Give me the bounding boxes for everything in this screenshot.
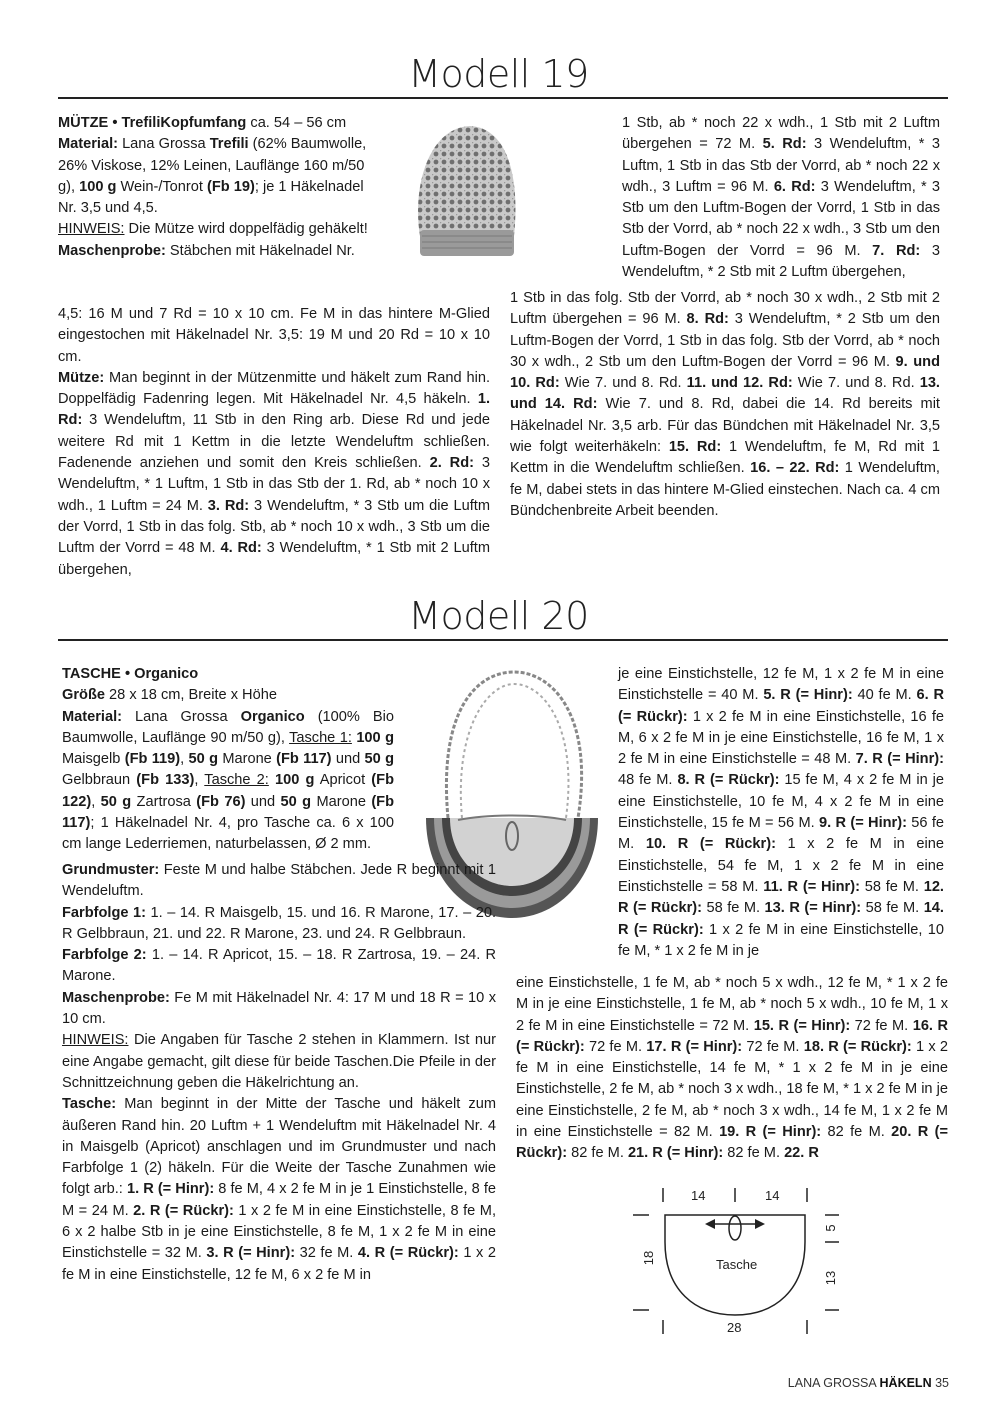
text-run: 1. – 14. R Apricot, 15. – 18. R Zartrosa, 19. – 24. R Marone. [62,947,496,985]
text-run: 58 fe M. [859,878,924,895]
text-run: Größe [62,687,105,704]
text-run: 13. R (= Hinr): [764,900,862,917]
text-run: 56 fe M. [618,815,944,853]
text-run: (Fb 119) [124,751,181,768]
text-run: 100 g [356,729,394,746]
modell-19-left-top [58,113,408,262]
text-run: (Fb 117) [62,793,395,832]
text-run: Farbfolge 2: [62,947,147,964]
text-run: (Fb 133) [136,772,195,789]
text-run: 58 fe M. [861,900,924,917]
text-run: (Fb 76) [196,793,246,810]
text-run: 50 g [364,751,395,768]
modell-20-right-full [516,973,948,1165]
modell-19-right-top [622,113,940,283]
text-run: Wie 7. und 8. Rd. [792,375,920,392]
text-run: 3. R (= Hinr): [206,1245,296,1262]
text-run: 50 g [188,751,218,768]
text-run: 21. R (= Hinr): [627,1145,724,1162]
text-run: Marone [218,751,277,768]
page-footer [788,1376,949,1390]
modell-19-right-body [510,288,940,522]
text-run: 12. R (= Rückr): [618,878,944,917]
text-run: Man beginnt in der Mützenmitte und häkelt zum Rand hin. Doppelfädig Fadenring legen. Mit Häkelnadel Nr. 4,5 häkeln. [58,369,490,408]
dim-height: 18 [641,1250,656,1266]
text-run: 11. R (= Hinr): [763,878,860,895]
arrow-right [755,1219,765,1229]
modell-19-rule [58,97,948,99]
text-run: 6. R (= Rückr): [618,687,945,725]
text-run: 15. R (= Hinr): [753,1017,851,1034]
text-run: Organico [240,708,305,725]
text-run: 4,5: 16 M und 7 Rd = 10 x 10 cm. Fe M in das hintere M-Glied eingestochen mit Häkelnadel Nr. 3,5: 19 M und 20 Rd = 10 x 10 cm. [58,306,490,365]
text-run: , [91,793,101,810]
text-run: 15. Rd: [668,439,722,456]
text-run: 32 fe M. [295,1245,358,1262]
text-run: Maschenprobe: [58,242,166,259]
modell-20-title: Modell 20 [408,594,589,638]
hat-photo [408,118,520,268]
text-run: 1 Wendeluftm, fe M, Rd mit 1 Kettm in die Wendeluftm schließen. [510,439,941,477]
dim-right-top: 5 [823,1224,838,1232]
modell-19-right-top-text [622,113,940,283]
text-run: (Fb 122) [62,772,394,810]
modell-19-title: Modell 19 [408,52,589,96]
text-run: Mütze: [58,369,105,386]
text-run: 9. R (= Hinr): [818,815,907,832]
text-run: ; je 1 Häkelnadel [254,178,364,195]
text-run: 3 Wendeluftm, * 3 Stb um die Luftm der Vorrd, 1 Stb in das folg. Stb, ab * noch 10 x wdh., 3 Stb um die Luftm der Vorrd = 48 M. [58,497,490,557]
text-run: Maisgelb [62,751,125,768]
text-run: Feste M und halbe Stäbchen. Jede R beginnt mit 1 Wendeluftm. [62,862,496,900]
text-run: 4. R (= Rückr): [357,1245,459,1262]
modell-20-left-body [62,860,496,1286]
text-run: 22. R [784,1145,819,1162]
text-run: ca. 54 – 56 cm [246,115,347,131]
modell-20-right-body [516,973,948,1165]
text-run: 58 fe M. [701,900,765,917]
tasche-diagram [625,1180,855,1350]
text-run: 3 Wendeluftm, * 1 Luftm, 1 Stb in das Stb der 1. Rd, ab * noch 10 x wdh., 1 Luftm = 24 M. [58,455,491,514]
text-run: und [331,751,365,768]
diagram-label: Tasche [716,1257,758,1272]
text-run: ; 1 Häkelnadel Nr. 4, pro Tasche ca. 6 x 100 cm lange Lederriemen, naturbelassen, Ø 2 mm. [62,815,394,853]
text-run: und [245,793,281,810]
dim-top-left: 14 [691,1188,706,1203]
text-run: eine Einstichstelle, 1 fe M, ab * noch 5 x wdh., 12 fe M, * 1 x 2 fe M in je eine Einstichstelle, 1 fe M, ab * noch 5 x wdh., 10 fe M, 1 x 2 fe M in eine Einstichstelle = 72 M. [516,975,948,1034]
text-run: 5. Rd: [762,136,807,153]
text-run: 8. R (= Rückr): [677,772,780,789]
text-run: 16. – 22. Rd: [750,460,840,477]
text-run: MÜTZE • Trefili [58,115,161,131]
text-run: 100 g [274,772,315,789]
text-run: 1 x 2 fe M in eine Einstichstelle, 14 fe M, * 1 x 2 fe M in je eine Einstichstelle, 2 fe M, ab * noch 3 x wdh., 18 fe M, * 1 x 2 fe M in je eine Einstichstelle, 2 fe M, ab * noch 3 x wdh., 14 fe M, 1 x 2 fe M in eine Einstichstelle = 82 M. [516,1038,948,1141]
text-run: 14. R (= Rückr): [618,900,944,938]
text-run: Kopfumfang [160,115,247,131]
text-run: 1. R (= Hinr): [126,1181,215,1198]
modell-20-rule [58,639,948,641]
text-run: Material: [58,136,119,153]
modell-19-left-body [58,304,490,581]
modell-20-right-top-text [618,664,944,962]
text-run: 26% Viskose, 12% Leinen, Lauflänge 160 m/50 [58,157,365,174]
text-run: 19. R (= Hinr): [719,1124,822,1141]
text-run: Die Angaben für Tasche 2 stehen in Klammern. Ist nur eine Angabe gemacht, gilt diese für beide Taschen.Die Pfeile in der Schnittzeichnung geben die Häkelrichtung an. [62,1032,496,1091]
strap-loop [729,1216,741,1240]
text-run: 3 Wendeluftm, 11 Stb in den Ring arb. Diese Rd und jede weitere Rd mit 1 Kettm in die letzte Wendeluftm schließen. Fadenende anziehen und somit den Kreis schließen. [58,412,490,472]
footer-section: HÄKELN [879,1376,932,1390]
text-run: 1 Stb in das folg. Stb der Vorrd, ab * noch 30 x wdh., 2 Stb mit 2 Luftm übergehen = 96 M. [510,290,940,328]
text-run: 7. Rd: [872,242,921,259]
text-run: 1 x 2 fe M in eine Einstichstelle, 10 fe M, * 1 x 2 fe M in je [618,921,944,959]
text-run: 6. Rd: [773,178,816,195]
text-run: Die Mütze wird doppelfädig gehäkelt! [124,221,368,238]
text-run: 1. – 14. R Maisgelb, 15. und 16. R Marone, 17. – 20. R Gelbbraun, 21. und 22. R Marone, 23. und 24. R Gelbbraun. [62,904,496,942]
text-run: je eine Einstichstelle, 12 fe M, 1 x 2 fe M in eine Einstichstelle = 40 M. [618,666,944,704]
text-run: TASCHE • Organico [62,666,199,682]
text-run: 1. Rd: [58,391,490,429]
text-run: Zartrosa [131,793,197,810]
text-run: Lana Grossa [122,708,241,725]
text-run: 2. R (= Rückr): [133,1202,234,1219]
text-run: 50 g [280,793,312,810]
footer-page-number: 35 [935,1376,949,1390]
text-run: Stäbchen mit Häkelnadel Nr. [165,242,355,259]
text-run: 10. R (= Rückr): [645,836,776,853]
footer-brand: LANA GROSSA [787,1376,877,1390]
text-run: Lana Grossa [118,136,210,153]
text-run: 20. R (= Rückr): [516,1124,948,1162]
modell-20-left-top [62,664,394,856]
text-run: Gelbbraun [62,772,137,789]
text-run: (Fb 117) [276,751,332,768]
text-run: 3 Wendeluftm, * 1 Stb mit 2 Luftm übergehen, [58,540,490,578]
text-run: Farbfolge 1: [62,904,146,921]
text-run: 1 Wendeluftm, fe M, dabei stets in das hintere M-Glied einstechen. Nach ca. 4 cm Bündchenbreite Arbeit beenden. [510,460,940,519]
text-run: 2. Rd: [429,455,474,472]
text-run: 72 fe M. [742,1038,804,1055]
text-run: 82 fe M. [567,1145,628,1162]
text-run: 1 x 2 fe M in eine Einstichstelle, 8 fe M, 6 x 2 halbe Stb in je eine Einstichstelle, 8 fe M, 1 x 2 fe M in eine Einstichstelle = 32 M. [62,1202,497,1262]
text-run: 1 x 2 fe M in eine Einstichstelle, 54 fe M, 1 x 2 fe M in eine Einstichstelle = 58 M. [618,836,944,895]
text-run: 82 fe M. [723,1145,785,1162]
text-run: HINWEIS: [58,221,125,238]
text-run: , [194,772,205,789]
text-run: Man beginnt in der Mitte der Tasche und häkelt zum äußeren Rand hin. 20 Luftm + 1 Wendeluftm mit Häkelnadel Nr. 4 in Maisgelb (Apricot) anschlagen und im Grundmuster und nach Farbfolge 1 (2) häkeln. Für die Weite der Tasche Zunahmen wie folgt arb.: [62,1096,496,1198]
text-run: 3 Wendeluftm, * 2 Stb mit 2 Luftm übergehen, [622,242,941,281]
text-run: 16. R (= Rückr): [516,1017,948,1055]
text-run: Wie 7. und 8. Rd. [559,375,687,392]
text-run: 1 x 2 fe M in eine Einstichstelle, 16 fe M, 6 x 2 fe M in je eine Einstichstelle, 16 fe M, 1 x 2 fe M in eine Einstichstelle = 48 M. [618,708,945,768]
text-run: 48 fe M. [618,772,678,789]
text-run: 72 fe M. [584,1038,647,1055]
text-run: Maschenprobe: [62,989,170,1006]
text-run: 7. R (= Hinr): [855,751,944,768]
text-run: HINWEIS: [62,1032,129,1049]
text-run: 50 g [100,793,132,810]
text-run: Wein-/Tonrot [116,178,207,195]
text-run: 9. und 10. Rd: [510,353,940,392]
text-run: 17. R (= Hinr): [646,1038,743,1055]
text-run: 8 fe M, 4 x 2 fe M in je 1 Einstichstelle, 8 fe M = 24 M. [62,1181,497,1219]
modell-19-left-top-text [58,113,408,262]
text-run: Nr. 3,5 und 4,5. [58,200,158,217]
text-run: 1 x 2 fe M in eine Einstichstelle, 12 fe M, 6 x 2 fe M in [62,1245,496,1283]
text-run: Apricot [314,772,372,789]
text-run: 5. R (= Hinr): [763,687,853,704]
text-run: 100 g [79,178,117,195]
text-run: 82 fe M. [821,1124,892,1141]
arrow-left [705,1219,715,1229]
dim-right-bottom: 13 [823,1270,838,1286]
text-run: g), [58,178,80,195]
text-run: 15 fe M, 4 x 2 fe M in je eine Einstichstelle, 10 fe M, 4 x 2 fe M in eine Einstichstelle, 15 fe M = 56 M. [618,772,945,832]
text-run: Trefili [209,136,249,153]
text-run: Tasche 2: [204,772,269,789]
text-run: 1 Stb, ab * noch 22 x wdh., 1 Stb mit 2 Luftm übergehen = 72 M. [622,115,940,153]
modell-20-left-top-text [62,664,394,856]
text-run: (100% Bio Baumwolle, Lauflänge 90 m/50 g), [62,708,395,746]
dim-top-right: 14 [765,1188,780,1203]
text-run: 40 fe M. [852,687,917,704]
text-run: 3 Wendeluftm, * 3 Luftm, 1 Stb in das Stb der Vorrd, ab * noch 22 x wdh., 3 Luftm = 96 M. [622,136,940,195]
text-run: 3 Wendeluftm, * 3 Stb um den Luftm-Bogen der Vorrd, 1 Stb in das Stb der Vorrd, ab * noch 22 x wdh., 3 Stb um den Luftm-Bogen der Vorrd = 96 M. [622,178,940,259]
modell-19-left-full [58,304,490,581]
text-run: Marone [311,793,372,810]
text-run: (Fb 19) [207,178,255,195]
text-run: (62% Baumwolle, [248,136,367,153]
text-run: 8. Rd: [686,311,729,328]
text-run: Grundmuster: [62,862,160,878]
text-run: Fe M mit Häkelnadel Nr. 4: 17 M und 18 R = 10 x 10 cm. [62,989,496,1028]
modell-20-right-top [618,664,944,962]
text-run: Tasche 1: [289,729,352,746]
text-run: 3. Rd: [207,497,250,514]
text-run: 72 fe M. [850,1017,913,1034]
text-run: 18. R (= Rückr): [803,1038,912,1055]
text-run: 3 Wendeluftm, * 2 Stb um den Luftm-Bogen der Vorrd, 1 Stb in das folg. Stb der Vorrd, ab * noch 30 x wdh., 2 Stb um den Luftm-Bogen der Vorrd = 96 M. [510,311,940,370]
text-run: , [180,751,189,768]
text-run: 13. und 14. Rd: [510,375,940,413]
text-run: Tasche: [62,1096,117,1113]
modell-19-right-full [510,288,940,522]
text-run: 4. Rd: [220,540,262,557]
text-run: 28 x 18 cm, Breite x Höhe [104,687,277,704]
text-run: Wie 7. und 8. Rd, dabei die 14. Rd bereits mit Häkelnadel Nr. 3,5 arb. Für das Bündchen mit Häkelnadel Nr. 3,5 wie folgt weiterhäkeln: [510,396,940,456]
modell-20-left-bottom [62,860,496,1286]
dim-bottom: 28 [727,1320,742,1335]
text-run: Material: [62,708,123,725]
text-run: 11. und 12. Rd: [686,375,793,392]
